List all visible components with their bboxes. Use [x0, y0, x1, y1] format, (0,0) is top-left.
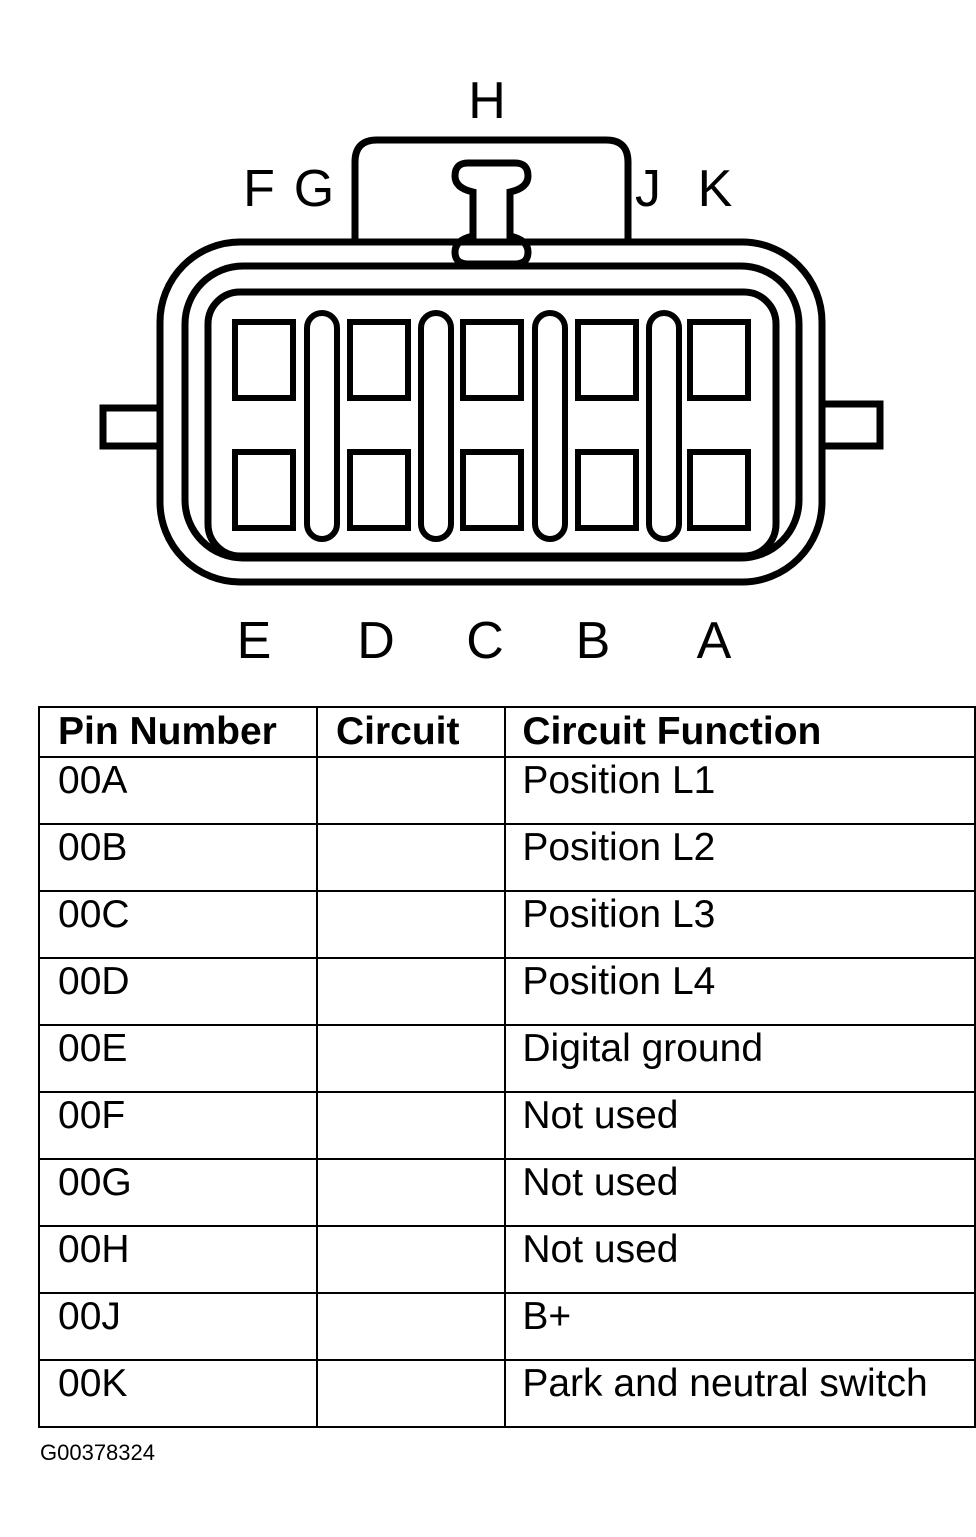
terminal-j	[350, 322, 408, 398]
circuit-cell	[317, 1360, 505, 1427]
circuit-function-cell: Position L2	[505, 824, 975, 891]
circuit-cell	[317, 824, 505, 891]
label-a: A	[696, 612, 732, 670]
rib-4	[649, 313, 679, 539]
terminal-g	[578, 322, 636, 398]
circuit-function-cell: Position L1	[505, 757, 975, 824]
circuit-function-cell: Position L3	[505, 891, 975, 958]
circuit-cell	[317, 757, 505, 824]
circuit-function-cell: B+	[505, 1293, 975, 1360]
pin-number-cell: 00K	[39, 1360, 317, 1427]
pin-number-cell: 00E	[39, 1025, 317, 1092]
table-row	[39, 1092, 975, 1159]
terminal-b	[578, 452, 636, 528]
circuit-function-cell: Park and neutral switch	[505, 1360, 975, 1427]
pin-number-cell: 00C	[39, 891, 317, 958]
circuit-cell	[317, 1226, 505, 1293]
header-pin-number: Pin Number	[39, 707, 317, 757]
connector-diagram	[0, 0, 976, 700]
pin-number-cell: 00D	[39, 958, 317, 1025]
label-h: H	[468, 72, 506, 130]
circuit-cell	[317, 1293, 505, 1360]
terminal-e	[235, 452, 293, 528]
latch-hood	[355, 140, 628, 240]
terminal-a	[690, 452, 748, 528]
pin-table	[38, 706, 976, 1428]
key-h	[455, 163, 528, 264]
rib-1	[307, 313, 337, 539]
table-row	[39, 958, 975, 1025]
table-row	[39, 1159, 975, 1226]
table-row	[39, 1360, 975, 1427]
terminal-h	[463, 322, 521, 398]
circuit-function-cell: Not used	[505, 1159, 975, 1226]
circuit-cell	[317, 1092, 505, 1159]
pin-number-cell: 00J	[39, 1293, 317, 1360]
table-row	[39, 757, 975, 824]
pin-number-cell: 00G	[39, 1159, 317, 1226]
header-circuit-function: Circuit Function	[505, 707, 975, 757]
pin-number-cell: 00H	[39, 1226, 317, 1293]
figure-id: G00378324	[40, 1440, 155, 1465]
pin-number-cell: 00A	[39, 757, 317, 824]
circuit-cell	[317, 1159, 505, 1226]
label-b: B	[575, 612, 611, 670]
circuit-function-cell: Digital ground	[505, 1025, 975, 1092]
terminal-f	[690, 322, 748, 398]
pin-number-cell: 00F	[39, 1092, 317, 1159]
circuit-cell	[317, 1025, 505, 1092]
label-g: G	[293, 160, 335, 218]
label-f: F	[243, 160, 275, 218]
terminal-k	[235, 322, 293, 398]
circuit-function-cell: Not used	[505, 1226, 975, 1293]
label-j: J	[635, 160, 661, 218]
label-d: D	[357, 612, 395, 670]
header-circuit: Circuit	[317, 707, 505, 757]
circuit-cell	[317, 958, 505, 1025]
table-header-row	[39, 707, 975, 757]
table-row	[39, 1025, 975, 1092]
table-row	[39, 1226, 975, 1293]
pin-number-cell: 00B	[39, 824, 317, 891]
table-row	[39, 891, 975, 958]
circuit-function-cell: Position L4	[505, 958, 975, 1025]
label-k: K	[697, 160, 733, 218]
left-tab	[103, 408, 160, 446]
label-e: E	[236, 612, 272, 670]
circuit-function-cell: Not used	[505, 1092, 975, 1159]
table-row	[39, 824, 975, 891]
terminal-c	[463, 452, 521, 528]
circuit-cell	[317, 891, 505, 958]
rib-3	[535, 313, 565, 539]
terminal-d	[350, 452, 408, 528]
housing-inner	[185, 266, 799, 558]
label-c: C	[466, 612, 504, 670]
table-row	[39, 1293, 975, 1360]
right-tab	[822, 404, 880, 446]
rib-2	[421, 313, 451, 539]
